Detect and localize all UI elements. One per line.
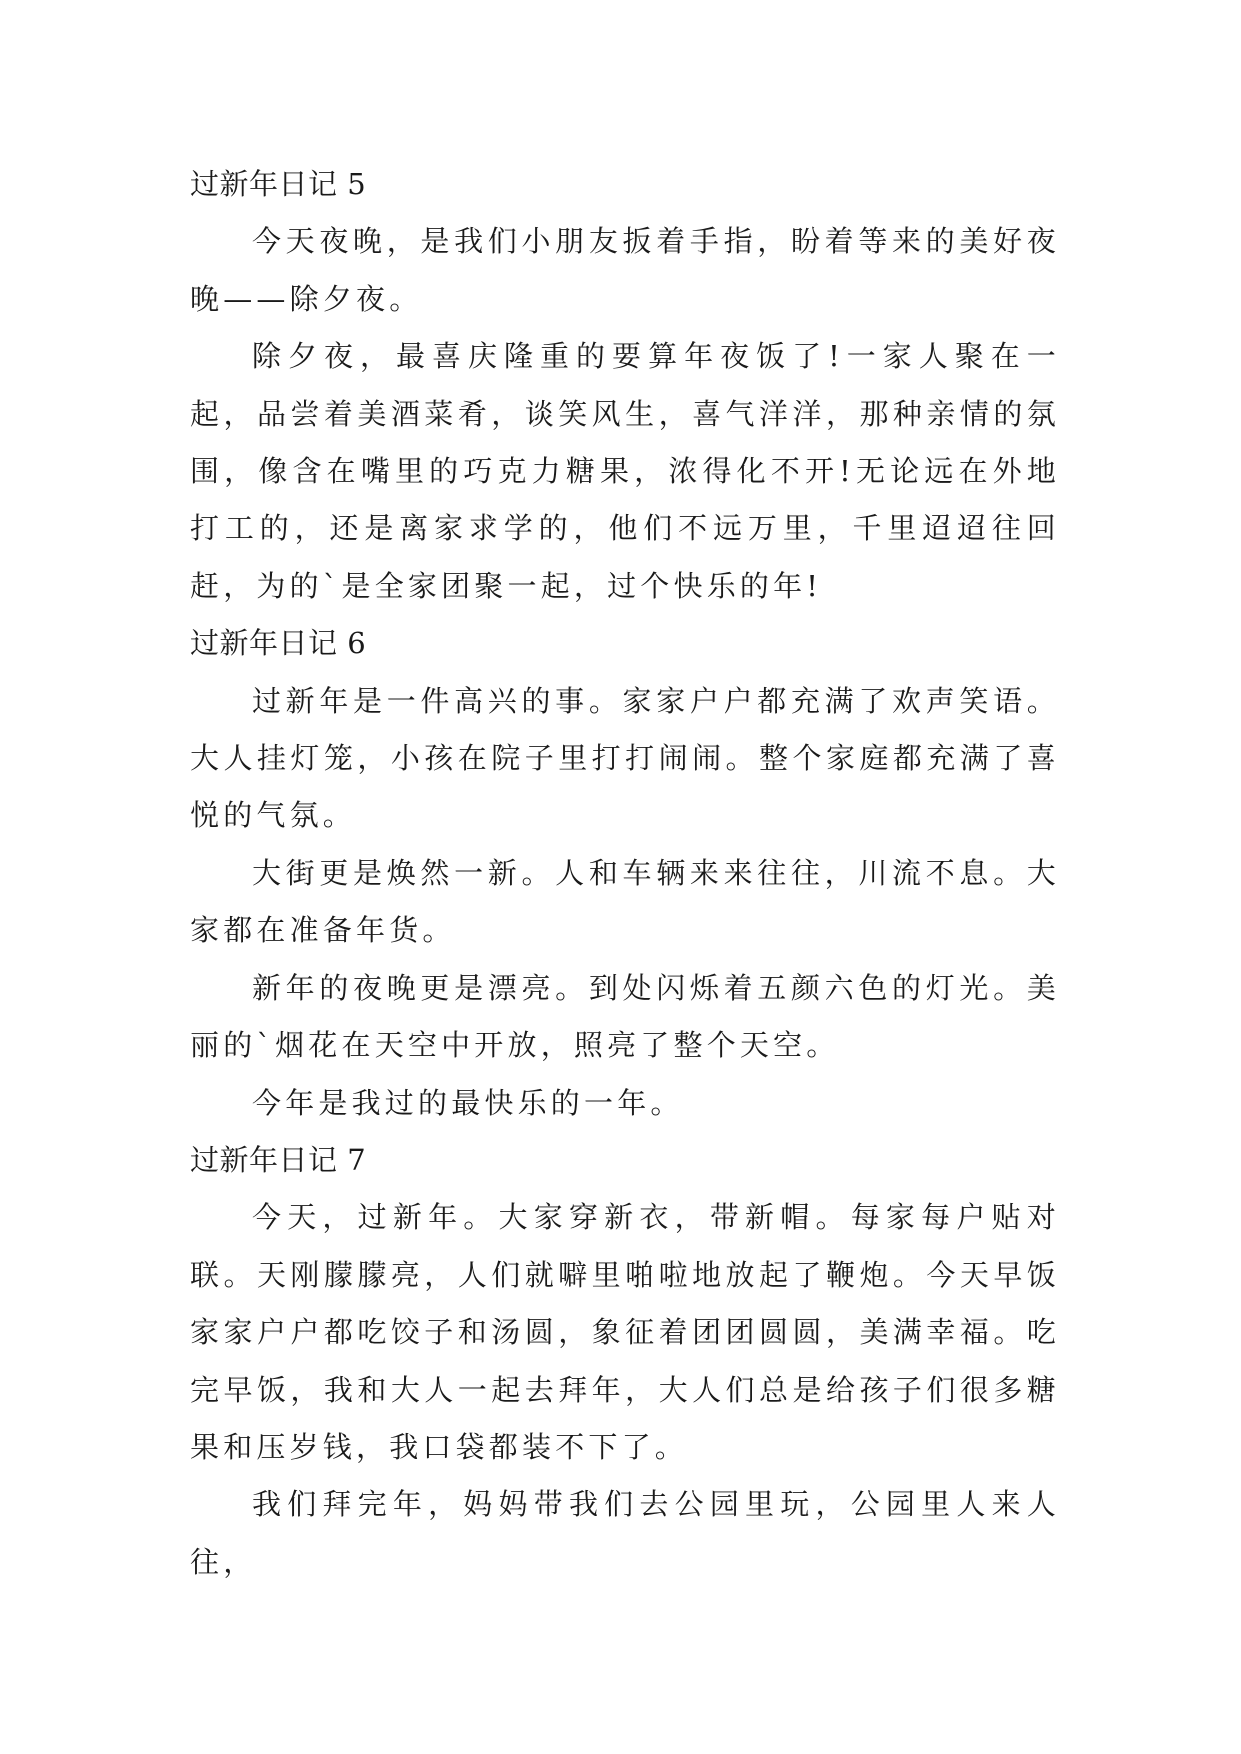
- paragraph: 我们拜完年，妈妈带我们去公园里玩，公园里人来人往，: [190, 1487, 1060, 1579]
- paragraph: 今天夜晚，是我们小朋友扳着手指，盼着等来的美好夜晚——除夕夜。: [190, 224, 1060, 316]
- paragraph: 今天，过新年。大家穿新衣，带新帽。每家每户贴对联。天刚朦朦亮，人们就噼里啪啦地放起了鞭炮。今天早饭家家户户都吃饺子和汤圆，象征着团团圆圆，美满幸福。吃完早饭，我和大人一起去拜年，大人们总是给孩子们很多糖果和压岁钱，我口袋都装不下了。: [190, 1200, 1060, 1464]
- entry-title: 过新年日记 5: [190, 167, 367, 201]
- diary-entry-6: [190, 615, 1060, 1132]
- paragraph: 除夕夜，最喜庆隆重的要算年夜饭了!一家人聚在一起，品尝着美酒菜肴，谈笑风生，喜气洋洋，那种亲情的氛围，像含在嘴里的巧克力糖果，浓得化不开!无论远在外地打工的，还是离家求学的，他们不远万里，千里迢迢往回赶，为的`是全家团聚一起，过个快乐的年!: [190, 339, 1060, 603]
- paragraph: 新年的夜晚更是漂亮。到处闪烁着五颜六色的灯光。美丽的`烟花在天空中开放，照亮了整个天空。: [190, 970, 1060, 1063]
- paragraph: 今年是我过的最快乐的一年。: [252, 1085, 684, 1120]
- paragraph: 大街更是焕然一新。人和车辆来来往往，川流不息。大家都在准备年货。: [190, 855, 1060, 948]
- diary-entry-5: [190, 156, 1060, 615]
- entry-title: 过新年日记 6: [190, 626, 367, 661]
- diary-entry-7: [190, 1132, 1060, 1591]
- paragraph: 过新年是一件高兴的事。家家户户都充满了欢声笑语。大人挂灯笼，小孩在院子里打打闹闹。整个家庭都充满了喜悦的气氛。: [190, 683, 1060, 833]
- entry-title: 过新年日记 7: [190, 1142, 367, 1177]
- document-body: [190, 156, 1060, 1591]
